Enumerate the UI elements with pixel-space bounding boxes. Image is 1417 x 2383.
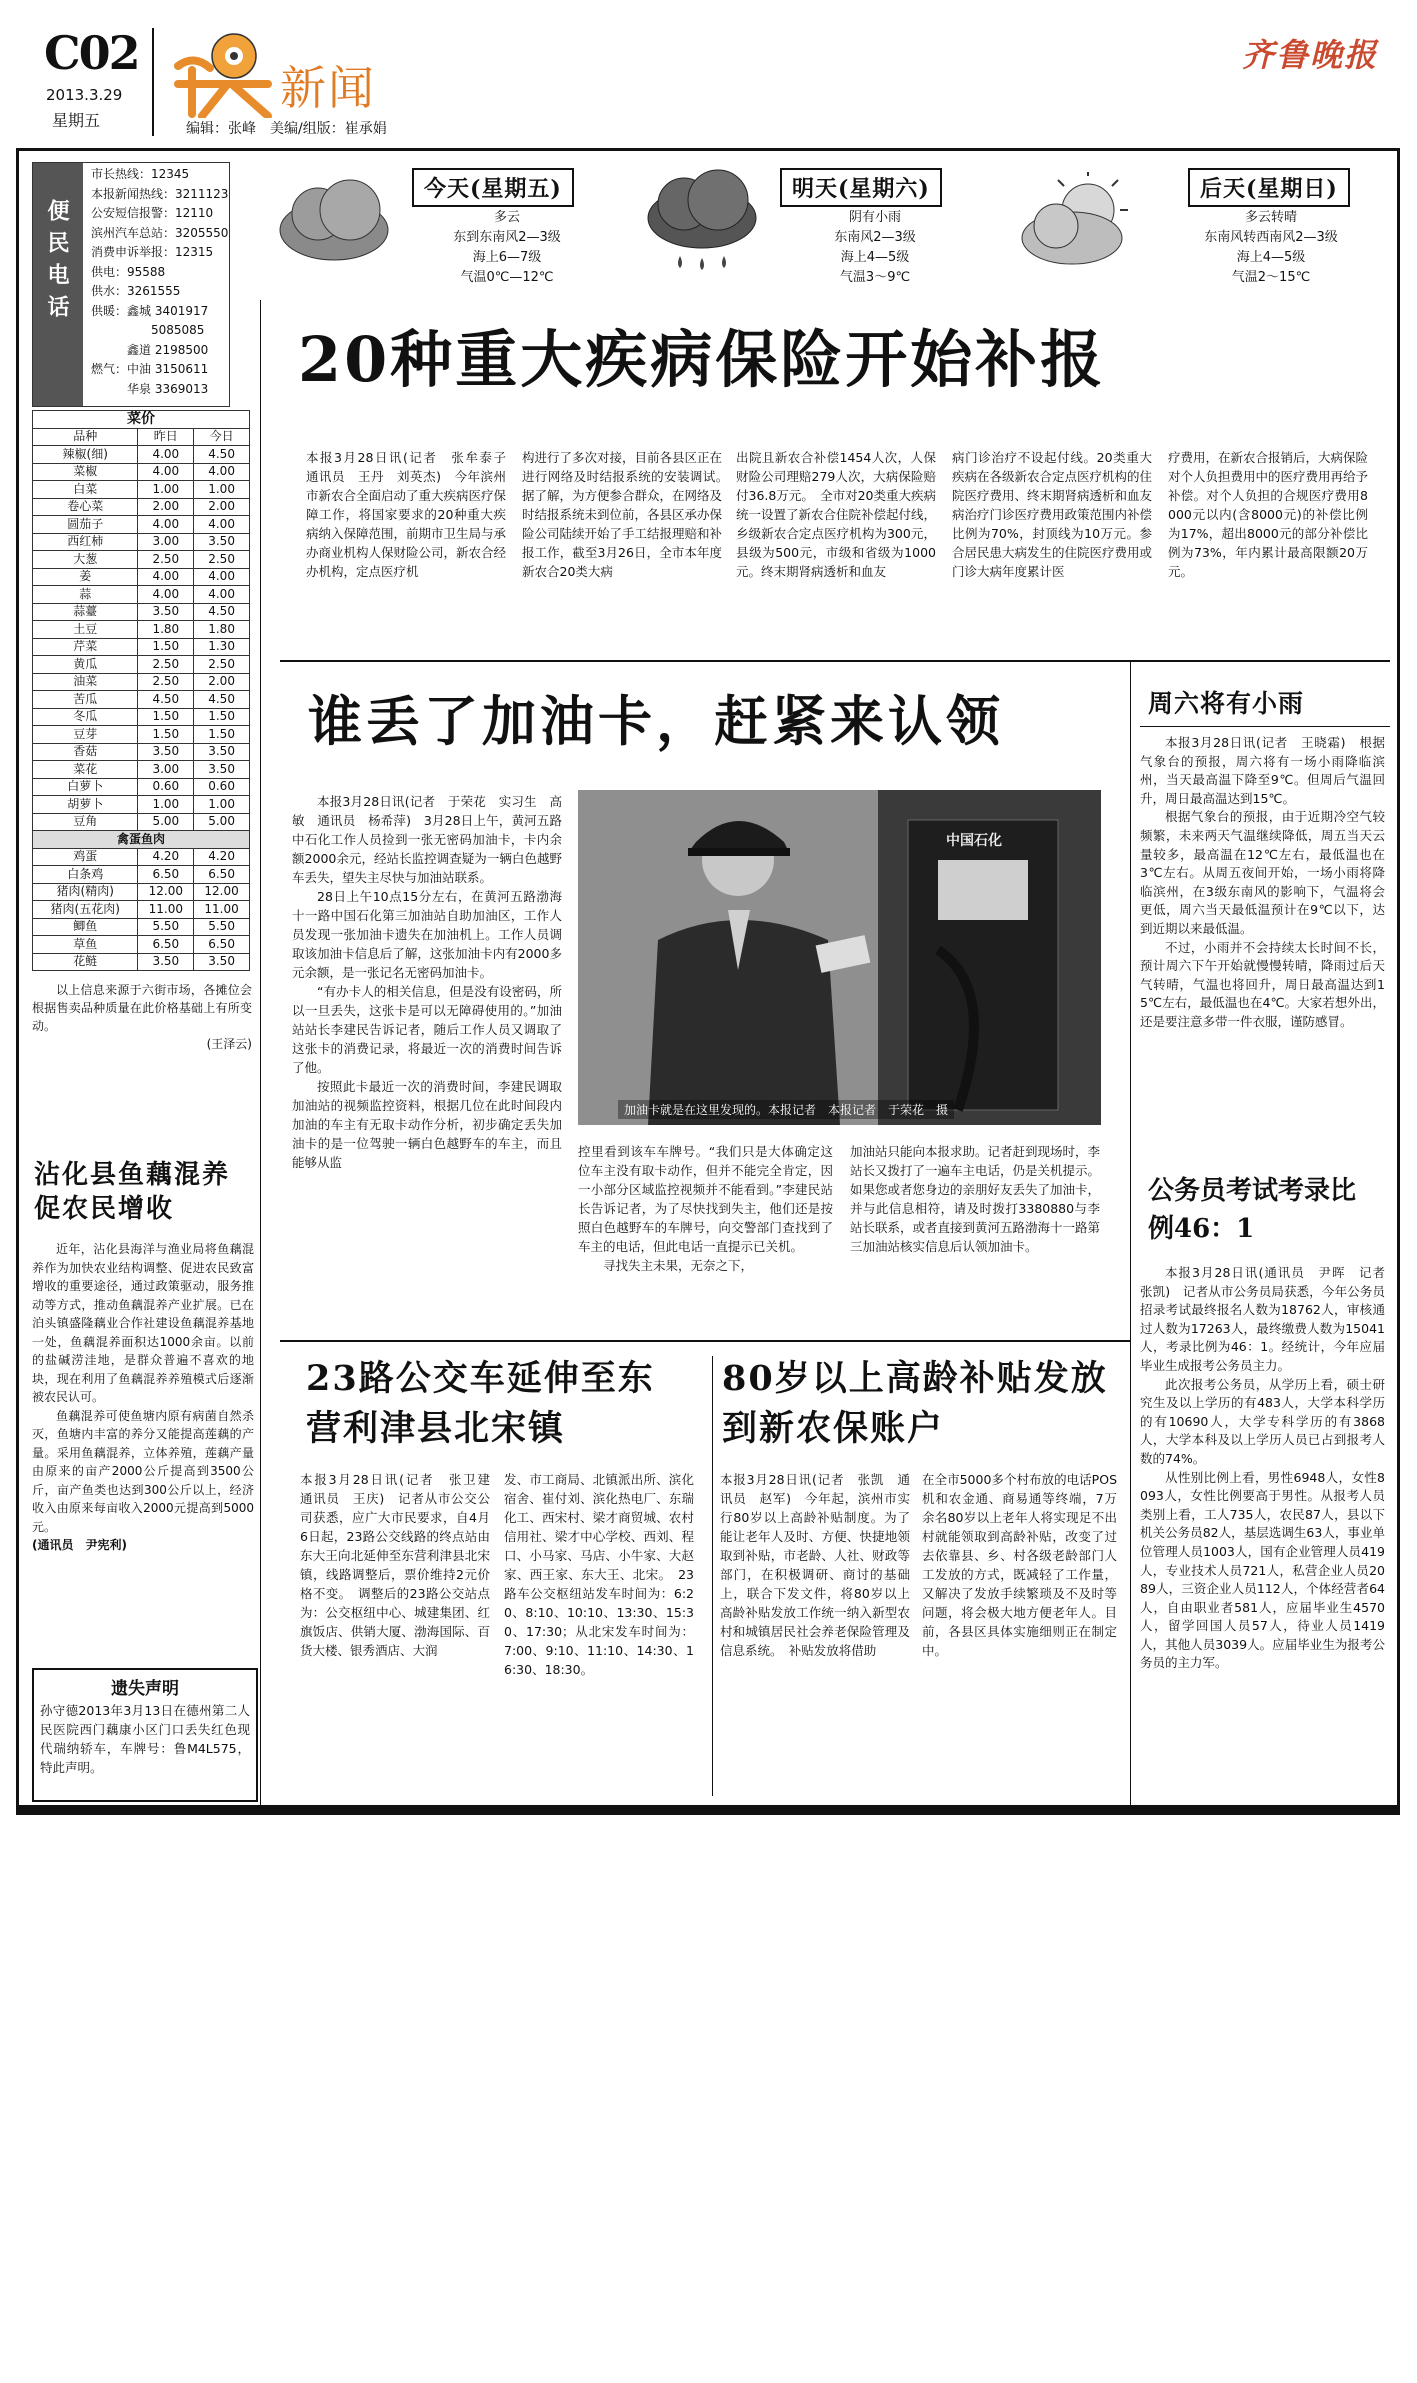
veg-name-cell: 猪肉(精肉) — [33, 883, 138, 901]
veg-name-cell: 芹菜 — [33, 638, 138, 656]
veg-price-cell: 4.20 — [138, 848, 194, 866]
insurance-col: 疗费用，在新农合报销后，大病保险对个人负担费用中的医疗费用再给予补偿。对个人负担的合规医疗费用8000元以内(含8000元)的补偿比例为17%，超出8000元的部分补偿比例为73%，年内累计最高限额20万元。 — [1168, 450, 1369, 579]
weather-condition: 多云转晴 — [1244, 210, 1297, 225]
veg-price-cell: 2.50 — [194, 656, 250, 674]
veg-name-cell: 西红柿 — [33, 533, 138, 551]
veg-name-cell: 白萝卜 — [33, 778, 138, 796]
veg-price-cell: 4.00 — [194, 586, 250, 604]
rain-headline: 周六将有小雨 — [1148, 689, 1305, 718]
lotus-byline: (通讯员 尹宪利) — [32, 1538, 127, 1552]
veg-price-cell: 4.20 — [194, 848, 250, 866]
subsidy-col1: 本报3月28日讯(记者 张凯 通讯员 赵军) 今年起，滨州市实行80岁以上高龄补贴制度。为了能让老年人及时、方便、快捷地领取到补贴，市老龄、人社、财政等部门，在积极调研、商讨的基础上，联合下发文件，将80岁以上高龄补贴发放工作统一纳入新型农村和城镇居民社会养老保险管理及信息系统。 补贴发放将借助 — [720, 1472, 910, 1658]
fuelcard-headline: 谁丢了加油卡，赶紧来认领 — [308, 689, 1004, 753]
veg-price-cell: 11.00 — [194, 901, 250, 919]
veg-price-cell: 4.50 — [194, 603, 250, 621]
veg-price-cell: 1.00 — [138, 481, 194, 499]
veg-row — [33, 726, 250, 744]
lotus-headline: 沾化县鱼藕混养促农民增收 — [34, 1160, 231, 1224]
veg-row — [33, 463, 250, 481]
veg-row — [33, 743, 250, 761]
veg-price-cell: 1.30 — [194, 638, 250, 656]
hotline-item: 供暖：鑫城 3401917 — [91, 303, 209, 318]
hotline-item: 市长热线：12345 — [91, 167, 190, 181]
veg-price-cell: 1.50 — [194, 708, 250, 726]
fuelcard-paragraph: “有办卡人的相关信息，但是没有设密码，所以一旦丢失，这张卡是可以无障碍使用的。”加油站站长李建民告诉记者，随后工作人员又调取了这张卡的消费记录，将最近一次的消费时间告诉了他。 — [292, 984, 562, 1075]
veg-price-cell: 1.50 — [138, 726, 194, 744]
weather-sea-wind: 海上4—5级 — [1236, 250, 1306, 265]
cloudy-icon — [272, 172, 397, 282]
veg-row — [33, 446, 250, 464]
veg-row — [33, 656, 250, 674]
gas-station-photo — [578, 790, 1101, 1125]
exam-paragraph: 此次报考公务员，从学历上看，硕士研究生及以上学历的有483人，大学本科学历的有10690人，大学专科学历的有3868人，大学本科及以上学历人员已占到报考人数的74%。 — [1140, 1376, 1385, 1466]
weather-temp: 气温3～9℃ — [839, 270, 911, 285]
veg-price-cell: 3.50 — [194, 761, 250, 779]
hotline-label: 便民电话 — [44, 199, 70, 327]
micro-logo-icon — [172, 26, 282, 118]
veg-name-cell: 豆芽 — [33, 726, 138, 744]
insurance-col: 本报3月28日讯(记者 张牟泰子 通讯员 王丹 刘英杰) 今年滨州市新农合全面启动了重大疾病医疗保障工作，将国家要求的20种重大疾病纳入保障范围，前期市卫生局与承办商业机构人保财险公司，新农合经办机构，定点医疗机 — [306, 450, 519, 579]
veg-row — [33, 901, 250, 919]
fuelcard-paragraph: 28日上午10点15分左右，在黄河五路渤海十一路中国石化第三加油站自助加油区，工作人员发现一张加油卡遗失在加油机上。工作人员调取该加油卡信息后了解，这张加油卡内有2000多元余额，是一张记名无密码加油卡。 — [292, 889, 562, 980]
hotline-item: 消费申诉举报：12315 — [91, 245, 214, 259]
weather-day-label: 明天(星期六) — [780, 168, 942, 207]
veg-name-cell: 香菇 — [33, 743, 138, 761]
fuelcard-bottom-rule — [280, 1340, 1130, 1342]
veg-row — [33, 796, 250, 814]
veg-row — [33, 848, 250, 866]
veg-name-cell: 土豆 — [33, 621, 138, 639]
veg-price-cell: 4.00 — [138, 568, 194, 586]
rain-paragraph: 本报3月28日讯(记者 王晓霜) 根据气象台的预报，周六将有一场小雨降临滨州，当天最高温下降至9℃。但周后气温回升，周日最高温达到15℃。 — [1140, 735, 1385, 806]
veg-table-title: 菜价 — [33, 411, 250, 429]
veg-row — [33, 953, 250, 971]
veg-price-cell: 1.80 — [194, 621, 250, 639]
weather-temp: 气温2～15℃ — [1231, 270, 1311, 285]
weather-details — [770, 208, 980, 288]
newspaper-name: 齐鲁晚报 — [1242, 36, 1379, 74]
veg-price-table — [32, 410, 252, 1053]
subsidy-col2: 在全市5000多个村布放的电话POS机和农金通、商易通等终端，7万余名80岁以上老年人将实现足不出村就能领取到高龄补贴，改变了过去依靠县、乡、村各级老龄部门人工发放的方式，既减轻了工作量，又解决了发放手续繁琐及不及时等问题，将会极大地方便老年人。目前，各县区具体实施细则正在制定中。 — [922, 1472, 1117, 1658]
photo-caption: 加油卡就是在这里发现的。本报记者 本报记者 于荣花 摄 — [618, 1100, 954, 1119]
veg-price-cell: 5.50 — [138, 918, 194, 936]
veg-header: 今日 — [194, 428, 250, 446]
rain-paragraph: 根据气象台的预报，由于近期冷空气较频繁，未来两天气温继续降低，周五当天云量较多，最高温在12℃左右，最低温也在3℃左右。从周五夜间开始，一场小雨将降临滨州，在3级东南风的影响下，气温将会更低，周六当天最低温预计在9℃以下，达到近期以来最低温。 — [1140, 809, 1385, 936]
veg-price-cell: 2.50 — [138, 656, 194, 674]
weather-tomorrow — [640, 158, 980, 298]
veg-row — [33, 813, 250, 831]
veg-row — [33, 603, 250, 621]
meat-section-title: 禽蛋鱼肉 — [33, 831, 250, 849]
photo-illustration — [578, 790, 1101, 1125]
subsidy-headline: 80岁以上高龄补贴发放到新农保账户 — [722, 1358, 1108, 1449]
fuelcard-paragraph: 本报3月28日讯(记者 于荣花 实习生 高敏 通讯员 杨希萍) 3月28日上午，黄河五路中石化工作人员捡到一张无密码加油卡，卡内余额2000余元，经站长监控调查疑为一辆白色越野车丢失，望失主尽快与加油站联系。 — [292, 794, 562, 885]
veg-price-cell: 5.00 — [138, 813, 194, 831]
veg-row — [33, 498, 250, 516]
veg-price-cell: 3.50 — [194, 953, 250, 971]
veg-price-cell: 11.00 — [138, 901, 194, 919]
veg-row — [33, 708, 250, 726]
veg-price-cell: 3.50 — [194, 743, 250, 761]
insurance-bottom-rule — [280, 660, 1390, 662]
weather-sea-wind: 海上6—7级 — [472, 250, 542, 265]
veg-price-cell: 6.50 — [138, 866, 194, 884]
veg-name-cell: 姜 — [33, 568, 138, 586]
exam-paragraph: 本报3月28日讯(通讯员 尹晖 记者 张凯) 记者从市公务员局获悉，今年公务员招录考试最终报名人数为18762人，审核通过人数为17263人，最终缴费人数为15041人，考录比例为46：1。经统计，今年应届毕业生成报考公务员主力。 — [1140, 1265, 1398, 1373]
weather-details — [1166, 208, 1376, 288]
veg-row — [33, 866, 250, 884]
rain-head-rule — [1140, 726, 1390, 727]
veg-price-cell: 4.50 — [194, 446, 250, 464]
lotus-body — [32, 1240, 254, 1555]
hotline-item: 供水：3261555 — [91, 284, 181, 298]
veg-row — [33, 621, 250, 639]
hotline-item: 5085085 — [151, 323, 205, 337]
page-code: C02 — [44, 26, 139, 80]
veg-row — [33, 778, 250, 796]
hotline-item: 供电：95588 — [91, 264, 166, 279]
veg-name-cell: 苦瓜 — [33, 691, 138, 709]
weather-condition: 阴有小雨 — [848, 210, 901, 225]
hotline-item: 本报新闻热线：3211123 — [91, 186, 229, 201]
veg-name-cell: 白条鸡 — [33, 866, 138, 884]
veg-price-cell: 4.00 — [194, 516, 250, 534]
hotline-item: 滨州汽车总站：3205550 — [91, 225, 229, 240]
veg-price-cell: 0.60 — [194, 778, 250, 796]
veg-price-cell: 1.50 — [138, 638, 194, 656]
veg-price-cell: 12.00 — [194, 883, 250, 901]
veg-row — [33, 691, 250, 709]
veg-price-cell: 1.50 — [138, 708, 194, 726]
veg-price-cell: 2.50 — [138, 673, 194, 691]
section-logo — [172, 26, 432, 118]
veg-name-cell: 黄瓜 — [33, 656, 138, 674]
veg-price-cell: 4.00 — [194, 568, 250, 586]
veg-name-cell: 花鲢 — [33, 953, 138, 971]
veg-price-cell: 4.50 — [138, 691, 194, 709]
veg-name-cell: 油菜 — [33, 673, 138, 691]
weather-wind: 东南风转西南风2—3级 — [1204, 230, 1338, 245]
weather-day-after — [1016, 158, 1386, 298]
veg-name-cell: 辣椒(细) — [33, 446, 138, 464]
rain-icon — [640, 164, 765, 284]
veg-row — [33, 883, 250, 901]
veg-price-cell: 1.00 — [138, 796, 194, 814]
veg-name-cell: 菜椒 — [33, 463, 138, 481]
veg-name-cell: 草鱼 — [33, 936, 138, 954]
weather-day-label: 后天(星期日) — [1188, 168, 1350, 207]
weather-condition: 多云 — [493, 210, 520, 225]
bus-headline: 23路公交车延伸至东营利津县北宋镇 — [306, 1358, 655, 1449]
bus-col1: 本报3月28日讯(记者 张卫建 通讯员 王庆) 记者从市公交公司获悉，应广大市民要求，自4月6日起，23路公交线路的终点站由东大王向北延伸至东营利津县北宋镇，线路调整后，票价维持2元价格不变。 调整后的23路公交站点为：公交枢纽中心、城建集团、红旗饭店、供销大厦、渤海国际、百货大楼、银秀酒店、大润 — [300, 1472, 503, 1658]
veg-name-cell: 白菜 — [33, 481, 138, 499]
bus-subsidy-rule — [712, 1356, 713, 1796]
veg-row — [33, 533, 250, 551]
weather-details — [402, 208, 612, 288]
lost-notice-text: 孙守德2013年3月13日在德州第二人民医院西门藕康小区门口丢失红色现代瑞纳轿车，车牌号：鲁M4L575，特此声明。 — [40, 1703, 250, 1775]
insurance-col: 构进行了多次对接，目前各县区正在进行网络及时结报系统的安装调试。 据了解，为方便参合群众，在网络及时结报系统未到位前，各县区承办保险公司陆续开始了手工结报理赔和补报工作，截至3月26日，全市本年度新农合20类大病 — [522, 450, 735, 579]
bus-col2: 发、市工商局、北镇派出所、滨化宿舍、崔付刘、滨化热电厂、东瑞化工、西宋村、梁才商贸城、农村信用社、梁才中心学校、西刘、程口、小马家、马店、小牛家、大赵家、西王家、东大王、北宋。 23路车公交枢纽站发车时间为：6:20、8:10、10:10、13:30、15:30、17:30；从北宋发车时间为：7:00、9:10、11:10、14:30、16:30、18:30。 — [504, 1472, 694, 1677]
fuelcard-paragraph: 按照此卡最近一次的消费时间，李建民调取加油站的视频监控资料，根据几位在此时间段内加油的车主有无取卡动作分析，初步确定丢失加油卡的是一位驾驶一辆白色越野车的车主，而且能够从监 — [292, 1079, 562, 1170]
fuelcard-col1 — [292, 792, 562, 1172]
insurance-col: 出院且新农合补偿1454人次，人保财险公司理赔279人次，大病保险赔付36.8万元。 全市对20类重大疾病统一设置了新农合住院补偿起付线，乡级新农合定点医疗机构为300元，县级为500元，市级和省级为1000元。终末期肾病透析和血友 — [736, 450, 937, 579]
veg-name-cell: 圆茄子 — [33, 516, 138, 534]
lotus-paragraph: 鱼藕混养可使鱼塘内原有病菌自然杀灭，鱼塘内丰富的养分又能提高莲藕的产量。采用鱼藕混养，立体养殖，莲藕产量由原来的亩产2000公斤提高到3500公斤，亩产鱼类也达到300公斤以上，经济收入由原来每亩收入2000元提高到5000元。 — [32, 1408, 254, 1534]
veg-row — [33, 761, 250, 779]
veg-note-author: (王泽云) — [206, 1037, 252, 1051]
veg-name-cell: 卷心菜 — [33, 498, 138, 516]
veg-price-cell: 5.00 — [194, 813, 250, 831]
veg-header: 昨日 — [138, 428, 194, 446]
veg-name-cell: 豆角 — [33, 813, 138, 831]
veg-row — [33, 551, 250, 569]
exam-headline: 公务员考试考录比例46：1 — [1148, 1176, 1357, 1244]
fuelcard-paragraph: 加油站只能向本报求助。记者赶到现场时，李站长又拨打了一遍车主电话，仍是关机提示。如果您或者您身边的亲朋好友丢失了加油卡，并与此信息相符，请及时拨打3380880与李站长联系，或者直接到黄河五路渤海十一路第三加油站核实信息后认领加油卡。 — [850, 1144, 1101, 1254]
fuelcard-paragraph: 寻找失主未果，无奈之下， — [603, 1258, 754, 1273]
left-column-rule — [260, 300, 261, 1805]
rain-body — [1140, 734, 1385, 1032]
weather-wind: 东南风2—3级 — [834, 230, 916, 245]
veg-row — [33, 586, 250, 604]
veg-price-cell: 1.50 — [194, 726, 250, 744]
editor-credits: 编辑：张峰 美编/组版：崔承娟 — [186, 121, 387, 137]
exam-paragraph: 从性别比例上看，男性6948人，女性8093人，女性比例要高于男性。从报考人员类别上看，工人735人，农民87人，县以下机关公务员82人，基层选调生63人，事业单位管理人员1003人，国有企业管理人员419人，专业技术人员721人，私营企业人员2089人，三资企业人员112人，个体经营者64人，自由职业者581人，应届毕业生4570人，留学回国人员57人，待业人员1419人，其他人员3039人。应届毕业生为报考公务员的主力军。 — [1140, 1469, 1385, 1671]
veg-price-cell: 1.00 — [194, 796, 250, 814]
veg-price-cell: 6.50 — [194, 936, 250, 954]
fuelcard-col2 — [578, 1142, 833, 1275]
veg-price-cell: 1.00 — [194, 481, 250, 499]
veg-price-cell: 5.50 — [194, 918, 250, 936]
veg-row — [33, 638, 250, 656]
sun-cloud-icon — [1016, 172, 1141, 282]
issue-date: 2013.3.29 — [46, 86, 123, 104]
veg-price-cell: 6.50 — [138, 936, 194, 954]
veg-price-cell: 4.50 — [194, 691, 250, 709]
insurance-headline: 20种重大疾病保险开始补报 — [298, 323, 1106, 396]
veg-price-cell: 2.00 — [138, 498, 194, 516]
veg-row — [33, 936, 250, 954]
veg-row — [33, 481, 250, 499]
veg-name-cell: 鲫鱼 — [33, 918, 138, 936]
veg-note-text: 以上信息来源于六街市场，各摊位会根据售卖品种质量在此价格基础上有所变动。 — [32, 983, 252, 1033]
veg-header: 品种 — [33, 428, 138, 446]
lost-notice-title: 遗失声明 — [111, 1679, 179, 1699]
veg-price-cell: 6.50 — [194, 866, 250, 884]
veg-price-cell: 3.50 — [138, 603, 194, 621]
fuelcard-col3 — [850, 1142, 1100, 1256]
veg-price-cell: 2.00 — [194, 498, 250, 516]
hotline-list — [91, 165, 231, 399]
veg-name-cell: 鸡蛋 — [33, 848, 138, 866]
veg-name-cell: 蒜 — [33, 586, 138, 604]
photo-station-sign: 中国石化 — [946, 833, 1002, 849]
rain-paragraph: 不过，小雨并不会持续太长时间不长，预计周六下午开始就慢慢转晴，降雨过后天气转晴，气温也将回升，周日最高温达到15℃左右，最低温也在4℃。大家若想外出，还是要注意多带一件衣服，谨防感冒。 — [1140, 939, 1385, 1029]
veg-price-cell: 3.50 — [194, 533, 250, 551]
weather-wind: 东到东南风2—3级 — [453, 230, 561, 245]
hotline-item: 华泉 3369013 — [127, 381, 209, 396]
veg-row — [33, 918, 250, 936]
hotline-item: 鑫道 2198500 — [127, 342, 209, 357]
veg-price-cell: 3.50 — [138, 953, 194, 971]
veg-name-cell: 蒜薹 — [33, 603, 138, 621]
hotline-label-box — [33, 163, 83, 406]
veg-price-cell: 3.50 — [138, 743, 194, 761]
weather-day-label: 今天(星期五) — [412, 168, 574, 207]
veg-price-cell: 2.50 — [194, 551, 250, 569]
veg-row — [33, 568, 250, 586]
fuelcard-paragraph: 控里看到该车车牌号。“我们只是大体确定这位车主没有取卡动作，但并不能完全肯定，因一小部分区域监控视频并不能看到。”李建民站长告诉记者，为了尽快找到失主，他们还是按照白色越野车的车牌号，向交警部门查找到了车主的电话，但此电话一直提示已关机。 — [578, 1144, 833, 1254]
right-column-rule — [1130, 662, 1131, 1805]
veg-price-cell: 3.00 — [138, 533, 194, 551]
issue-weekday: 星期五 — [52, 111, 101, 130]
weather-today — [272, 158, 612, 298]
veg-price-cell: 3.00 — [138, 761, 194, 779]
section-title-visual: 新闻 — [280, 61, 376, 115]
section-title — [172, 26, 173, 27]
masthead-divider — [152, 28, 154, 136]
veg-price-cell: 4.00 — [138, 463, 194, 481]
hotline-item: 燃气：中油 3150611 — [91, 362, 209, 376]
veg-note — [32, 981, 252, 1053]
veg-price-cell: 1.80 — [138, 621, 194, 639]
hotline-item: 公安短信报警：12110 — [91, 206, 214, 220]
veg-price-cell: 4.00 — [138, 586, 194, 604]
veg-price-cell: 2.50 — [138, 551, 194, 569]
veg-price-cell: 4.00 — [138, 446, 194, 464]
weather-sea-wind: 海上4—5级 — [840, 250, 910, 265]
veg-price-cell: 0.60 — [138, 778, 194, 796]
veg-row — [33, 673, 250, 691]
veg-price-cell: 2.00 — [194, 673, 250, 691]
veg-price-cell: 12.00 — [138, 883, 194, 901]
lost-notice — [32, 1668, 258, 1802]
lotus-paragraph: 近年，沾化县海洋与渔业局将鱼藕混养作为加快农业结构调整、促进农民致富增收的重要途径，通过政策驱动，服务推动等方式，推动鱼藕混养产业扩展。已在泊头镇盛隆藕业合作社建设鱼藕混养基地一处，鱼藕混养面积达1000余亩。以前的盐碱涝洼地，是群众普遍不喜欢的地块，现在利用了鱼藕混养养殖模式后逐渐被农民认可。 — [32, 1242, 254, 1404]
veg-name-cell: 大葱 — [33, 551, 138, 569]
veg-name-cell: 菜花 — [33, 761, 138, 779]
veg-price-cell: 4.00 — [194, 463, 250, 481]
veg-name-cell: 冬瓜 — [33, 708, 138, 726]
insurance-col: 病门诊治疗不设起付线。20类重大疾病在各级新农合定点医疗机构的住院医疗费用、终末期肾病透析和血友病治疗门诊医疗费用政策范围内补偿比例为70%，封顶线为10万元。参合居民患大病发生的住院医疗费用或门诊大病年度累计医 — [952, 450, 1153, 579]
veg-row — [33, 516, 250, 534]
hotline-box — [32, 162, 230, 407]
bottom-rule — [16, 1805, 1400, 1815]
weather-temp: 气温0℃—12℃ — [460, 270, 554, 285]
exam-body — [1140, 1264, 1398, 1673]
veg-name-cell: 猪肉(五花肉) — [33, 901, 138, 919]
veg-price-cell: 4.00 — [138, 516, 194, 534]
veg-name-cell: 胡萝卜 — [33, 796, 138, 814]
